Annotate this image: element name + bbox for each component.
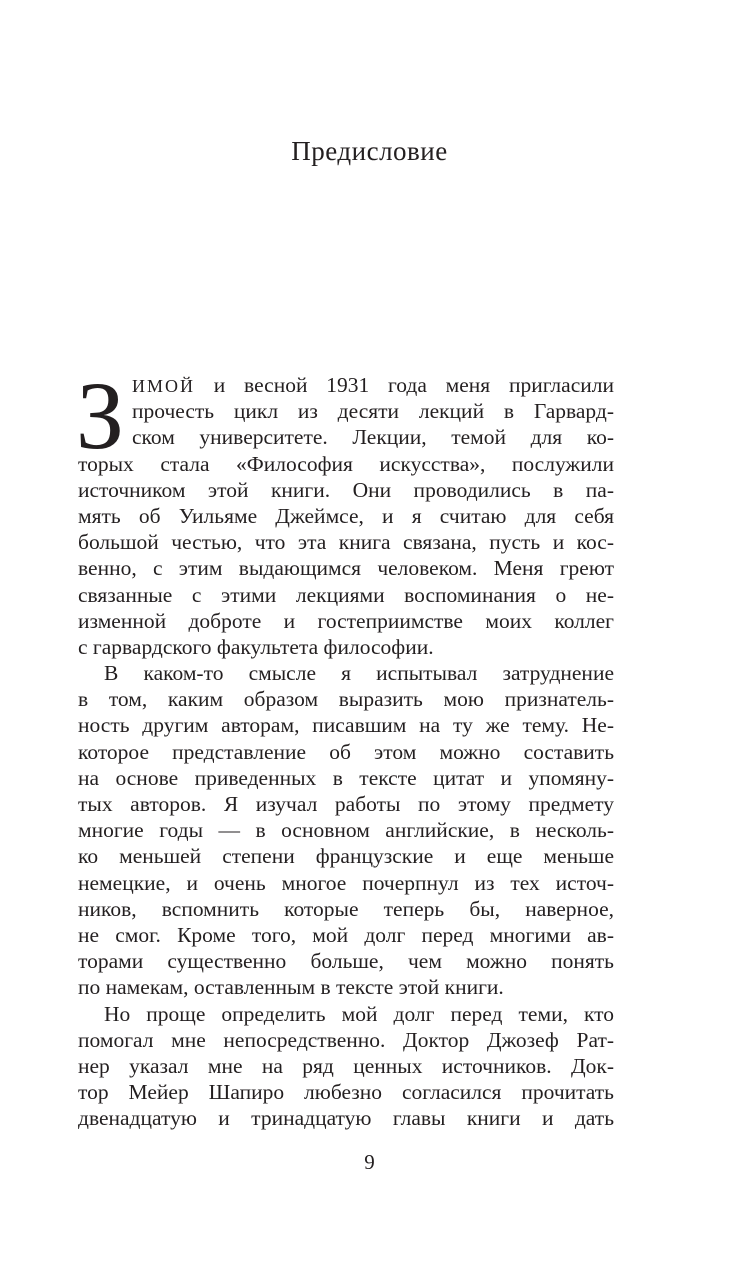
text-line: тых авторов. Я изучал работы по этому предмету bbox=[78, 792, 614, 816]
text-line: многие годы — в основном английские, в несколь- bbox=[78, 818, 614, 843]
text-line: в том, каким образом выразить мою признатель- bbox=[78, 687, 614, 712]
paragraph-2 bbox=[78, 660, 614, 1000]
text-line: по намекам, оставленным в тексте этой книги. bbox=[78, 975, 504, 1000]
text-line: прочесть цикл из десяти лекций в Гарвард- bbox=[132, 399, 614, 424]
text-line: В каком-то смысле я испытывал затруднение bbox=[104, 661, 614, 686]
text-line: венно, с этим выдающимся человеком. Меня греют bbox=[78, 556, 614, 581]
page-number: 9 bbox=[364, 1150, 375, 1174]
text-line: большой честью, что эта книга связана, пусть и кос- bbox=[78, 530, 614, 555]
text-line: торых стала «Философия искусства», послужили bbox=[78, 451, 614, 476]
text-line bbox=[78, 372, 614, 398]
drop-cap: З bbox=[76, 362, 125, 469]
text-line: торами существенно больше, чем можно понять bbox=[78, 949, 614, 974]
first-line-rest: и весной 1931 года меня пригласили bbox=[195, 373, 614, 397]
text-line: немецкие, и очень многое почерпнул из тех источ- bbox=[78, 870, 614, 895]
text-line: ко меньшей степени французские и еще меньше bbox=[78, 844, 614, 869]
body-text bbox=[76, 362, 614, 1131]
text-line: источником этой книги. Они проводились в па- bbox=[78, 477, 614, 502]
text-line: которое представление об этом можно составить bbox=[78, 739, 614, 764]
text-line: с гарвардского факультета философии. bbox=[78, 634, 434, 659]
text-line: изменной доброте и гостеприимстве моих коллег bbox=[78, 608, 614, 633]
text-line: на основе приведенных в тексте цитат и упомяну- bbox=[78, 765, 614, 790]
first-word-smallcaps: ИМОЙ bbox=[132, 376, 196, 396]
text-line: ском университете. Лекции, темой для ко- bbox=[132, 425, 614, 450]
page-title: Предисловие bbox=[291, 136, 448, 166]
text-line: не смог. Кроме того, мой долг перед многими ав- bbox=[78, 922, 614, 947]
text-line: тор Мейер Шапиро любезно согласился прочитать bbox=[78, 1080, 614, 1105]
text-line: ность другим авторам, писавшим на ту же тему. Не- bbox=[78, 713, 614, 738]
paragraph-3 bbox=[78, 1001, 614, 1132]
text-line: связанные с этими лекциями воспоминания о не- bbox=[78, 582, 614, 607]
text-line: помогал мне непосредственно. Доктор Джозеф Рат- bbox=[78, 1027, 614, 1052]
text-line: нер указал мне на ряд ценных источников. Док- bbox=[78, 1053, 614, 1078]
text-line: Но проще определить мой долг перед теми, кто bbox=[104, 1001, 614, 1026]
text-line: ников, вспомнить которые теперь бы, наверное, bbox=[78, 896, 614, 921]
text-line: двенадцатую и тринадцатую главы книги и дать bbox=[78, 1106, 614, 1131]
paragraph-1 bbox=[78, 372, 614, 660]
text-line: мять об Уильяме Джеймсе, и я считаю для себя bbox=[78, 503, 614, 528]
